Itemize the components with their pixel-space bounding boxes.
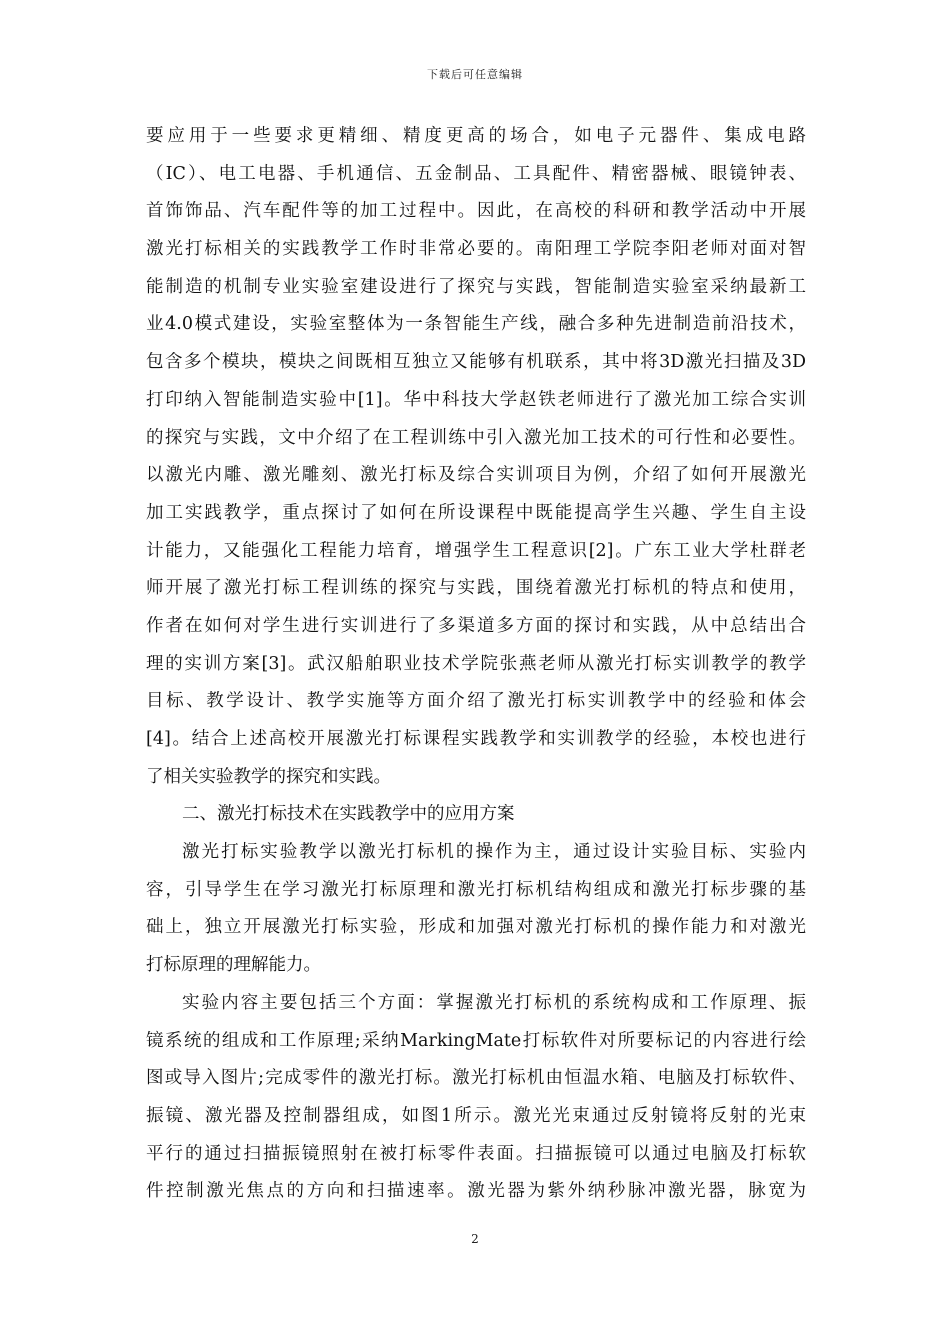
text-line: （IC）、电工电器、手机通信、五金制品、工具配件、精密器械、眼镜钟表、	[146, 163, 806, 184]
text-line: 业4.0模式建设，实验室整体为一条智能生产线，融合多种先进制造前沿技术，	[146, 314, 806, 335]
page-header: 下载后可任意编辑	[427, 68, 523, 81]
text-line: 加工实践教学，重点探讨了如何在所设课程中既能提高学生兴趣、学生自主设	[146, 502, 806, 523]
text-line: 包含多个模块，模块之间既相互独立又能够有机联系，其中将3D激光扫描及3D	[146, 352, 806, 373]
text-line: 实验内容主要包括三个方面：掌握激光打标机的系统构成和工作原理、振	[182, 992, 806, 1013]
text-line: [4]。结合上述高校开展激光打标课程实践教学和实训教学的经验，本校也进行	[146, 729, 806, 749]
text-line: 要应用于一些要求更精细、精度更高的场合，如电子元器件、集成电路	[146, 126, 806, 146]
text-line: 师开展了激光打标工程训练的探究与实践，围绕着激光打标机的特点和使用，	[146, 578, 806, 599]
text-line: 打标原理的理解能力。	[146, 955, 321, 976]
page-number: 2	[471, 1232, 479, 1246]
text-line: 激光打标实验教学以激光打标机的操作为主，通过设计实验目标、实验内	[182, 842, 806, 863]
text-line: 振镜、激光器及控制器组成，如图1所示。激光光束通过反射镜将反射的光束	[146, 1105, 806, 1126]
text-line: 计能力，又能强化工程能力培育，增强学生工程意识[2]。广东工业大学杜群老	[146, 540, 806, 561]
text-line: 了相关实验教学的探究和实践。	[146, 766, 391, 787]
text-line: 件控制激光焦点的方向和扫描速率。激光器为紫外纳秒脉冲激光器，脉宽为	[146, 1181, 806, 1202]
text-line: 首饰饰品、汽车配件等的加工过程中。因此，在高校的科研和教学活动中开展	[146, 201, 806, 222]
text-line: 激光打标相关的实践教学工作时非常必要的。南阳理工学院李阳老师对面对智	[146, 239, 806, 260]
text-line: 理的实训方案[3]。武汉船舶职业技术学院张燕老师从激光打标实训教学的教学	[146, 653, 806, 674]
text-line: 容，引导学生在学习激光打标原理和激光打标机结构组成和激光打标步骤的基	[146, 879, 806, 900]
text-line: 以激光内雕、激光雕刻、激光打标及综合实训项目为例，介绍了如何开展激光	[146, 465, 806, 486]
text-line: 础上，独立开展激光打标实验，形成和加强对激光打标机的操作能力和对激光	[146, 917, 806, 938]
text-line: 能制造的机制专业实验室建设进行了探究与实践，智能制造实验室采纳最新工	[146, 276, 806, 297]
text-line: 作者在如何对学生进行实训进行了多渠道多方面的探讨和实践，从中总结出合	[146, 615, 806, 636]
text-line: 镜系统的组成和工作原理;采纳MarkingMate打标软件对所要标记的内容进行绘	[146, 1030, 806, 1051]
text-line: 目标、教学设计、教学实施等方面介绍了激光打标实训教学中的经验和体会	[146, 691, 806, 712]
text-line: 的探究与实践，文中介绍了在工程训练中引入激光加工技术的可行性和必要性。	[146, 427, 806, 448]
text-line: 图或导入图片;完成零件的激光打标。激光打标机由恒温水箱、电脑及打标软件、	[146, 1068, 806, 1089]
document-body	[146, 118, 806, 1211]
text-line: 打印纳入智能制造实验中[1]。华中科技大学赵铁老师进行了激光加工综合实训	[146, 389, 806, 410]
section-heading: 二、激光打标技术在实践教学中的应用方案	[182, 804, 515, 825]
text-line: 平行的通过扫描振镜照射在被打标零件表面。扫描振镜可以通过电脑及打标软	[146, 1143, 806, 1164]
